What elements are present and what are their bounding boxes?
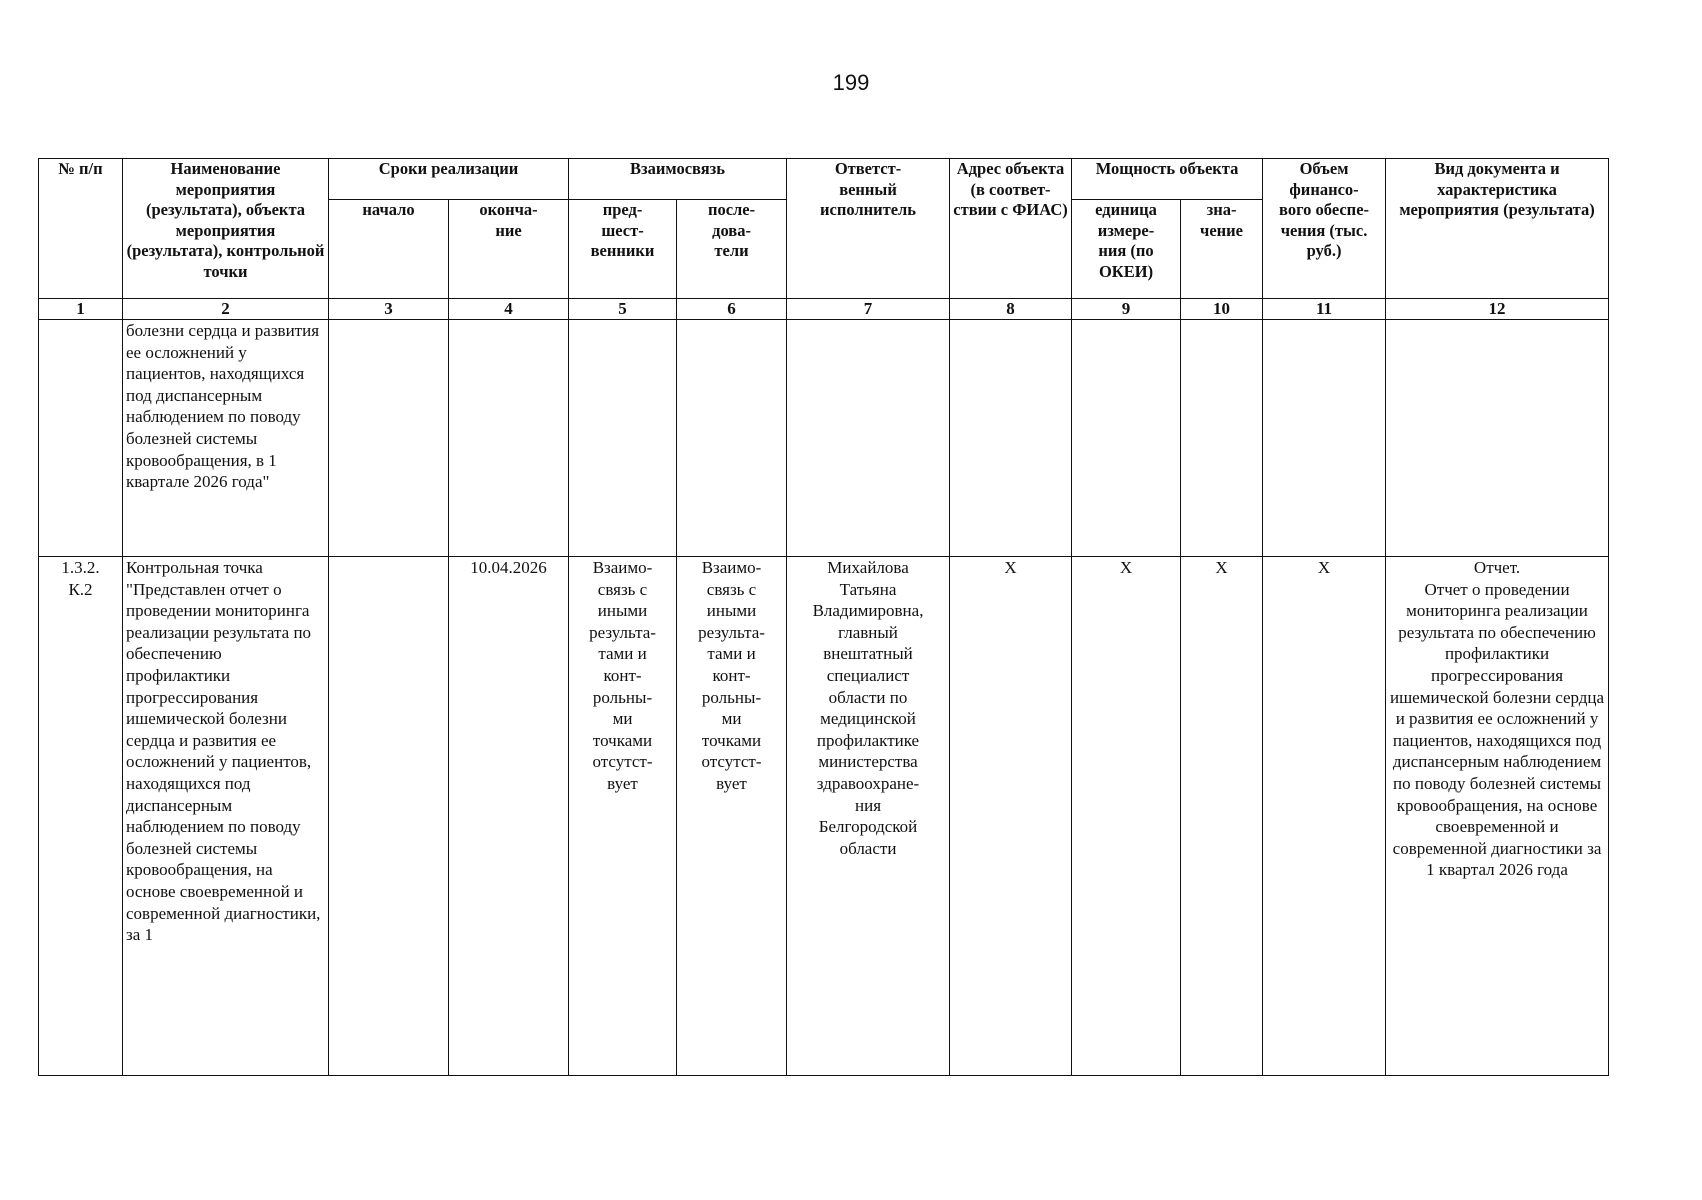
cell-end: 10.04.2026 bbox=[449, 557, 569, 1076]
table-row-continued bbox=[39, 320, 1609, 557]
column-number: 5 bbox=[569, 299, 677, 320]
cell-value bbox=[1181, 320, 1263, 557]
cell-responsible bbox=[787, 320, 950, 557]
column-number: 8 bbox=[950, 299, 1072, 320]
column-number: 7 bbox=[787, 299, 950, 320]
header-successors: после- дова- тели bbox=[677, 200, 787, 299]
cell-address bbox=[950, 320, 1072, 557]
header-financing: Объем финансо- вого обеспе- чения (тыс. руб.) bbox=[1263, 159, 1386, 299]
header-row-1 bbox=[39, 159, 1609, 200]
cell-start bbox=[329, 320, 449, 557]
activities-table bbox=[38, 158, 1609, 1076]
cell-name: Контрольная точка "Представлен отчет о проведении мониторинга реализации результата по обеспечению профилактики прогрессирования ишемической болезни сердца и развития ее осложнений у пациентов, находящихся под диспансерным наблюдением по поводу болезней системы кровообращения, на основе своевременной и современной диагностики, за 1 bbox=[123, 557, 329, 1076]
cell-unit bbox=[1072, 320, 1181, 557]
cell-end bbox=[449, 320, 569, 557]
header-predecessors: пред- шест- венники bbox=[569, 200, 677, 299]
cell-predecessors: Взаимо- связь с иными результа- тами и конт- рольны- ми точками отсутст- вует bbox=[569, 557, 677, 1076]
header-power: Мощность объекта bbox=[1072, 159, 1263, 200]
cell-value: Х bbox=[1181, 557, 1263, 1076]
header-num: № п/п bbox=[39, 159, 123, 299]
cell-financing: Х bbox=[1263, 557, 1386, 1076]
cell-document bbox=[1386, 320, 1609, 557]
column-number: 3 bbox=[329, 299, 449, 320]
cell-document: Отчет. Отчет о проведении мониторинга реализации результата по обеспечению профилактики прогрессирования ишемической болезни сердца и развития ее осложнений у пациентов, находящихся под диспансерным наблюдением по поводу болезней системы кровообращения, на основе своевременной и современной диагностики за 1 квартал 2026 года bbox=[1386, 557, 1609, 1076]
cell-successors: Взаимо- связь с иными результа- тами и конт- рольны- ми точками отсутст- вует bbox=[677, 557, 787, 1076]
header-end: оконча- ние bbox=[449, 200, 569, 299]
header-address: Адрес объекта (в соответ- ствии с ФИАС) bbox=[950, 159, 1072, 299]
column-number: 11 bbox=[1263, 299, 1386, 320]
header-name: Наименование мероприятия (результата), объекта мероприятия (результата), контрольной точки bbox=[123, 159, 329, 299]
header-unit: единица измере- ния (по ОКЕИ) bbox=[1072, 200, 1181, 299]
header-document: Вид документа и характеристика мероприятия (результата) bbox=[1386, 159, 1609, 299]
column-number: 6 bbox=[677, 299, 787, 320]
column-number-row bbox=[39, 299, 1609, 320]
cell-responsible: Михайлова Татьяна Владимировна, главный внештатный специалист области по медицинской профилактике министерства здравоохране- ния Белгородской области bbox=[787, 557, 950, 1076]
cell-num bbox=[39, 320, 123, 557]
header-start: начало bbox=[329, 200, 449, 299]
cell-num: 1.3.2. К.2 bbox=[39, 557, 123, 1076]
cell-unit: Х bbox=[1072, 557, 1181, 1076]
header-value: зна- чение bbox=[1181, 200, 1263, 299]
column-number: 1 bbox=[39, 299, 123, 320]
cell-name: болезни сердца и развития ее осложнений у пациентов, находящихся под диспансерным наблюдением по поводу болезней системы кровообращения, в 1 квартале 2026 года" bbox=[123, 320, 329, 557]
header-responsible: Ответст- венный исполнитель bbox=[787, 159, 950, 299]
cell-financing bbox=[1263, 320, 1386, 557]
header-dates: Сроки реализации bbox=[329, 159, 569, 200]
page-number: 199 bbox=[832, 70, 870, 95]
column-number: 9 bbox=[1072, 299, 1181, 320]
column-number: 10 bbox=[1181, 299, 1263, 320]
table-row-control-point bbox=[39, 557, 1609, 1076]
column-number: 4 bbox=[449, 299, 569, 320]
column-number: 2 bbox=[123, 299, 329, 320]
cell-start bbox=[329, 557, 449, 1076]
cell-predecessors bbox=[569, 320, 677, 557]
column-number: 12 bbox=[1386, 299, 1609, 320]
header-link: Взаимосвязь bbox=[569, 159, 787, 200]
cell-address: Х bbox=[950, 557, 1072, 1076]
cell-successors bbox=[677, 320, 787, 557]
